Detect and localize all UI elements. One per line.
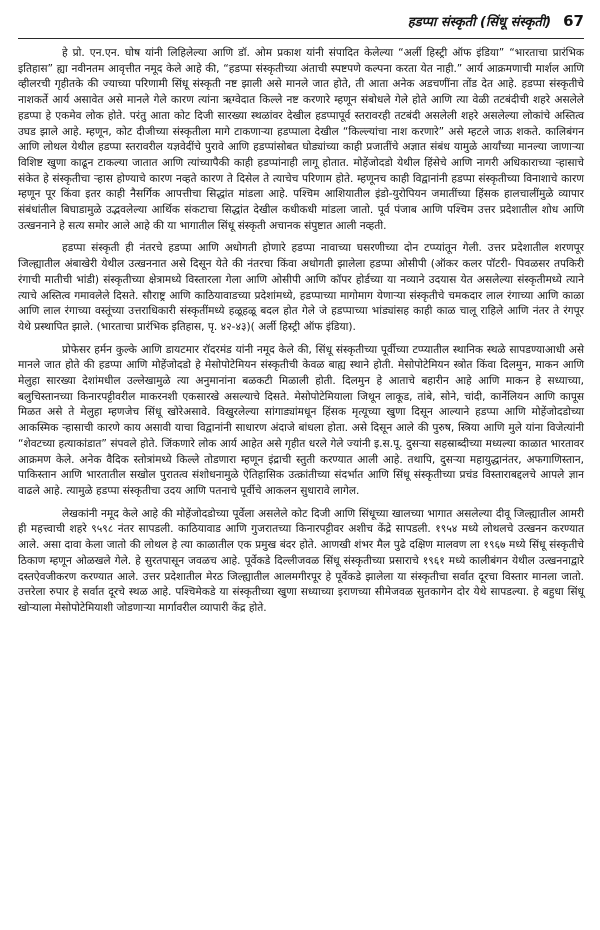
paragraph: हडप्पा संस्कृती ही नंतरचे हडप्पा आणि अधोगती होणारे हडप्पा नावाच्या घसरणीच्या दोन टप्प्यांतून गेली. उत्तर प्रदेशातील शरणपूर जिल्ह्यातील अंबाखेरी येथील उत्खननात असे दिसून येते की नंतरचा किंवा अधोगती झालेला हडप्पा ओसीपी (ऑकर कलर पॉटरी- पिवळसर तपकिरी रंगाची मातीची भांडी) संस्कृतीच्या क्षेत्रामध्ये विस्तारला गेला आणि ओसीपी आणि कॉपर होर्डच्या या नव्याने उदयास येत असलेल्या संस्कृतीमध्ये त्याने त्याचे अस्तित्व गमावलेले दिसते. सौराष्ट्र आणि काठियावाडच्या प्रदेशांमध्ये, हडप्पाच्या मागोमाग येणाऱ्या संस्कृतीचे चमकदार लाल रंगाच्या आणि काळा आणि लाल रंगाच्या वस्तूंच्या उत्तराधिकारी संस्कृतींमध्ये हळूहळू बदल होत गेले जे हडप्पाच्या भांड्यांसह काही काळ चालू राहिले आणि नंतर ते रंगपूर येथे प्रस्थापित झाले. (भारताचा प्रारंभिक इतिहास, पृ. ४२-४३)( अर्ली हिस्ट्री ऑफ इंडिया). (18, 242, 584, 333)
header-rule (18, 38, 584, 39)
page-header (18, 12, 584, 36)
page-number: 67 (563, 12, 584, 30)
running-title: हडप्पा संस्कृती (सिंधू संस्कृती) (407, 15, 552, 30)
paragraph: हे प्रो. एन.एन. घोष यांनी लिहिलेल्या आणि डॉ. ओम प्रकाश यांनी संपादित केलेल्या “अर्ली हिस्ट्री ऑफ इंडिया” “भारताचा प्रारंभिक इतिहास” ह्या नवीनतम आवृत्तीत नमूद केले आहे की, “हडप्पा संस्कृतीच्या अंताची स्पष्टपणे कल्पना करता येत नाही.” आर्य आक्रमणाची मार्शल आणि व्हीलरची गृहीतके की ज्याच्या परिणामी सिंधू संस्कृती नष्ट झाली असे मानले जात होते, ती आता अनेक अडचणींना तोंड देत आहे. हडप्पा संस्कृतीचे नाशकर्ते आर्य असावेत असे मानले गेले कारण त्यांना ऋग्वेदात किल्ले नष्ट करणारे म्हणून संबोधले गेले होते आणि त्या वेळी तटबंदीची शहरे असलेले हडप्पा हे एकमेव लोक होते. परंतु आता कोट दिजी सारख्या स्थळांवर देखील हडप्पापूर्व स्तरावरही तटबंदी असलेली शहरे असलेल्या लोकांचे अस्तित्व उघड झाले आहे. म्हणून, कोट दीजीच्या संस्कृतीला मागे टाकणाऱ्या हडप्पाला देखील “किल्ल्यांचा नाश करणारे” असे म्हटले जाऊ शकते. कालिबंगन आणि लोथल येथील हडप्पा स्तरावरील यज्ञवेदींचे पुरावे आणि हडप्पांसोबत घोड्यांच्या काही प्रजातींचे अज्ञात संबंध यामुळे आर्यांच्या मानल्या जाणाऱ्या विशिष्ट खुणा काढून टाकल्या जातात आणि त्यांच्यापैकी काही हडप्पांनाही लागू होतात. मोहेंजोदडो येथील हिंसेचे आणि नागरी अधिकाराच्या ऱ्हासाचे संकेत हे संस्कृतीचा ऱ्हास होण्याचे कारण नव्हते कारण ते दिसेल ते त्याचेच परिणाम होते. म्हणूनच काही विद्वानांनी हडप्पा संस्कृतीच्या विनाशाचे कारण म्हणून पूर किंवा इतर काही नैसर्गिक आपत्तीचा सिद्धांत मांडला आहे. पश्चिम आशियातील इंडो-युरोपियन जमातींच्या हिंसक हालचालींमुळे व्यापार संबंधांतील बिघाडामुळे उद्भवलेल्या आर्थिक संकटाचा सिद्धांत देखील कधीकधी मांडला जातो. पूर्व पंजाब आणि पश्चिम उत्तर प्रदेशातील शोध आणि उत्खननाने हे सत्य समोर आले आहे की या भागातील सिंधू संस्कृती अचानक संपुष्टात आली नव्हती. (18, 47, 584, 232)
paragraph: प्रोफेसर हर्मन कुल्के आणि डायटमार रॉदरमंड यांनी नमूद केले की, सिंधू संस्कृतीच्या पूर्वीच्या टप्प्यातील स्थानिक स्थळे सापडण्याआधी असे मानले जात होते की हडप्पा आणि मोहेंजोदडो हे मेसोपोटेमियन संस्कृतीची केवळ बाह्य स्थाने होती. मेसोपोटेमियन स्त्रोत किंवा दिलमुन, माकन आणि मेलुहा सारख्या देशांमधील उल्लेखामुळे त्या अनुमानांना बळकटी मिळाली होती. दिलमुन हे आताचे बहारीन आहे आणि माकन हे सध्याच्या, बलुचिस्तानच्या किनारपट्टीवरील माकरनशी एकसारखे असल्याचे दिसते. मेसोपोटेमियाला जिथून लाकूड, तांबे, सोने, चांदी, कार्नेलियन आणि कापूस मिळत असे ते मेलुहा म्हणजेच सिंधू खोरेअसावे. विखुरलेल्या सांगाड्यांमधून हिंसक मृत्यूच्या खुणा दिसून आल्याने हडप्पा आणि मोहेंजोदडोच्या आकस्मिक ऱ्हासाची कारणे काय असावी याचा विद्वानांनी साधारण अंदाजे बांधला होता. असे दिसून आले की पुरुष, स्त्रिया आणि मुले यांना विजेत्यांनी “शेवटच्या हत्याकांडात” संपवले होते. जिंकणारे लोक आर्य आहेत असे गृहीत धरले गेले ज्यांनी इ.स.पू. दुसऱ्या सहस्राब्दीच्या मध्यल्या काळात भारतावर आक्रमण केले. अनेक वैदिक स्तोत्रांमध्ये किल्ले तोडणारा म्हणून इंद्राची स्तुती करण्यात आली आहे. तथापि, दुसऱ्या महायुद्धानंतर, अफगाणिस्तान, पाकिस्तान आणि भारतातील सखोल पुरातत्व संशोधनामुळे ऐतिहासिक उत्क्रांतीच्या संदर्भात आणि सिंधू संस्कृतीच्या प्रचंड विस्ताराबद्दलचे आपले ज्ञान वाढले आहे. त्यामुळे हडप्पा संस्कृतीचा उदय आणि पतनाचे पूर्वीचे आकलन सुधारावे लागेल. (18, 343, 584, 497)
body-text (18, 46, 584, 617)
paragraph: लेखकांनी नमूद केले आहे की मोहेंजोदडोच्या पूर्वेला असलेले कोट दिजी आणि सिंधूच्या खालच्या भागात असलेल्या दीवू जिल्ह्यातील आमरी ही महत्त्वाची शहरे ९५९८ नंतर सापडली. काठियावाड आणि गुजरातच्या किनारपट्टीवर अशीच केंद्रे सापडली. १९५४ मध्ये लोथलचे उत्खनन करण्यात आले. असा दावा केला जातो की लोथल हे त्या काळातील एक प्रमुख बंदर होते. आणखी शंभर मैल पुढे दक्षिण मालवण ला १९६७ मध्ये सिंधू संस्कृतीचे ठिकाण म्हणून ओळखले गेले. हे सुरतपासून जवळच आहे. पूर्वेकडे दिल्लीजवळ सिंधू संस्कृतीच्या प्रसाराचे १९६१ मध्ये कालीबंगन येथील उत्खननाद्वारे दस्तऐवजीकरण करण्यात आले. उत्तर प्रदेशातील मेरठ जिल्ह्यातील आलमगीरपूर हे पूर्वेकडे झालेला या संस्कृतीचा सर्वात दूरचा विस्तार मानला जातो. उत्तरेला रुपार हे सर्वात दूरचे स्थळ आहे. पश्चिमेकडे या संस्कृतीच्या खुणा सध्याच्या इराणच्या सीमेजवळ सुतकागेन दोर येथे सापडल्या. हे बहुधा सिंधू खोऱ्याला मेसोपोटेमियाशी जोडणाऱ्या मार्गावरील व्यापारी केंद्र होते. (18, 507, 584, 614)
